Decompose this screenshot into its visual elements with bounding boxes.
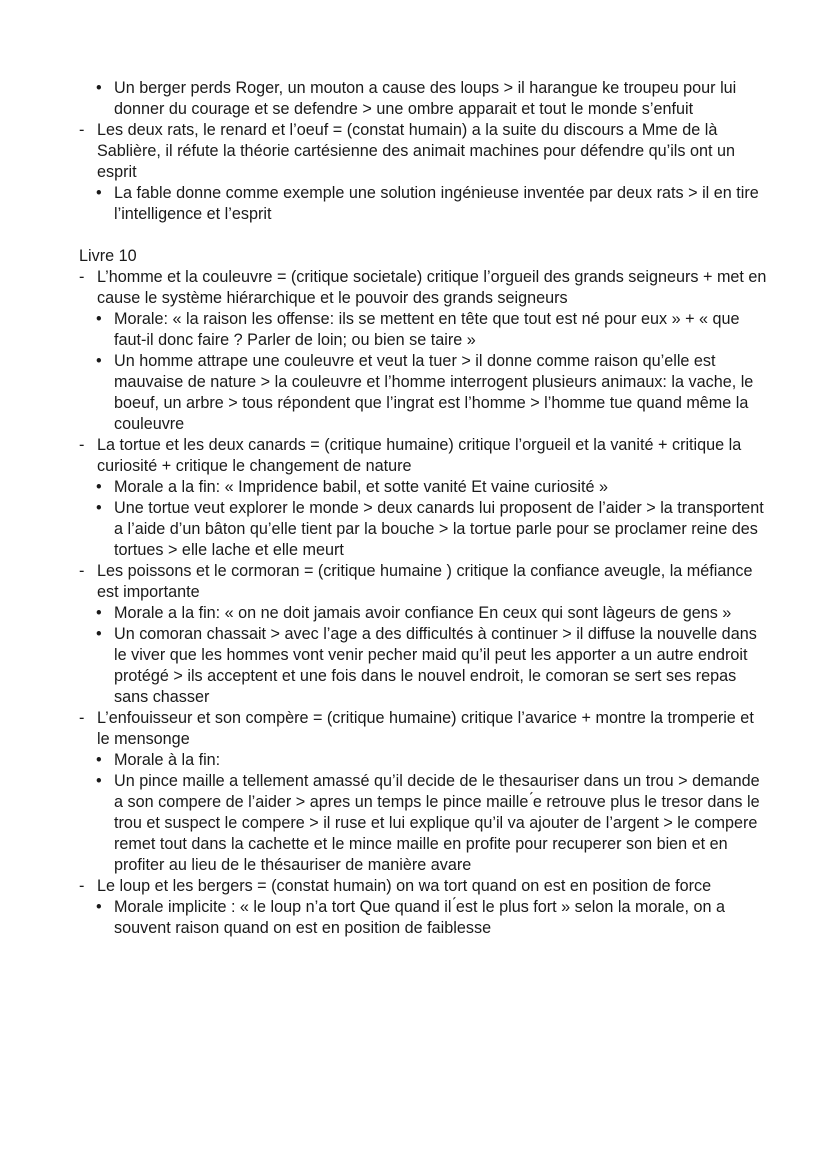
bullet-marker: • (96, 499, 102, 517)
note-text: Morale a la fin: « Impridence babil, et sotte vanité Et vaine curiosité » (114, 478, 608, 496)
fable-entry (79, 708, 768, 750)
fable-entry (79, 876, 768, 897)
dash-marker: - (79, 436, 85, 454)
bullet-marker: • (96, 478, 102, 496)
fable-detail (79, 351, 768, 435)
dash-marker: - (79, 121, 85, 139)
bullet-marker: • (96, 79, 102, 97)
bullet-marker: • (96, 625, 102, 643)
note-text: Un homme attrape une couleuvre et veut la tuer > il donne comme raison qu’elle est mauvaise de nature > la couleuvre et l’homme interrogent plusieurs animaux: la vache, le boeuf, un arbre > tous répondent que l’ingrat est l’homme > l’homme tue quand même la couleuvre (114, 352, 754, 433)
fable-detail (79, 603, 768, 624)
note-text: Les poissons et le cormoran = (critique humaine ) critique la confiance aveugle, la méfiance est importante (97, 562, 753, 601)
bullet-marker: • (96, 310, 102, 328)
note-text: Morale: « la raison les offense: ils se mettent en tête que tout est né pour eux » + « que faut-il donc faire ? Parler de loin; ou bien se taire » (114, 310, 740, 349)
fable-detail (79, 183, 768, 225)
bullet-marker: • (96, 751, 102, 769)
note-text: L’homme et la couleuvre = (critique societale) critique l’orgueil des grands seigneurs + met en cause le système hiérarchique et le pouvoir des grands seigneurs (97, 268, 767, 307)
fable-detail (79, 624, 768, 708)
bullet-marker: • (96, 898, 102, 916)
note-text: La tortue et les deux canards = (critique humaine) critique l’orgueil et la vanité + critique la curiosité + critique le changement de nature (97, 436, 742, 475)
bullet-marker: • (96, 772, 102, 790)
note-text: Morale a la fin: « on ne doit jamais avoir confiance En ceux qui sont làgeurs de gens » (114, 604, 732, 622)
fable-detail (79, 477, 768, 498)
fable-entry (79, 435, 768, 477)
dash-marker: - (79, 877, 85, 895)
notes-content (79, 78, 768, 939)
bullet-marker: • (96, 352, 102, 370)
note-text: La fable donne comme exemple une solution ingénieuse inventée par deux rats > il en tire l’intelligence et l’esprit (114, 184, 759, 223)
fable-detail (79, 498, 768, 561)
note-text: L’enfouisseur et son compère = (critique humaine) critique l’avarice + montre la tromperie et le mensonge (97, 709, 754, 748)
bullet-marker: • (96, 604, 102, 622)
section-heading (79, 246, 768, 267)
note-text: Livre 10 (79, 247, 137, 265)
note-text: Un comoran chassait > avec l’age a des difficultés à continuer > il diffuse la nouvelle dans le viver que les hommes vont venir pecher maid qu’il peut les apporter a un autre endroit protégé > ils acceptent et une fois dans le nouvel endroit, le comoran se sert ses repas sans chasser (114, 625, 757, 706)
fable-entry (79, 120, 768, 183)
fable-entry (79, 561, 768, 603)
dash-marker: - (79, 562, 85, 580)
note-text: Morale implicite : « le loup n’a tort Que quand il ́est le plus fort » selon la morale, on a souvent raison quand on est en position de faiblesse (114, 898, 725, 937)
fable-detail (79, 309, 768, 351)
fable-entry (79, 267, 768, 309)
fable-detail (79, 78, 768, 120)
note-text: Le loup et les bergers = (constat humain) on wa tort quand on est en position de force (97, 877, 712, 895)
dash-marker: - (79, 709, 85, 727)
fable-detail (79, 750, 768, 771)
bullet-marker: • (96, 184, 102, 202)
note-text: Un berger perds Roger, un mouton a cause des loups > il harangue ke troupeu pour lui donner du courage et se defendre > une ombre apparait et tout le monde s’enfuit (114, 79, 737, 118)
note-text: Une tortue veut explorer le monde > deux canards lui proposent de l’aider > la transportent a l’aide d’un bâton qu’elle tient par la bouche > la tortue parle pour se proclamer reine des tortues > elle lache et elle meurt (114, 499, 764, 559)
note-text: Morale à la fin: (114, 751, 221, 769)
fable-detail (79, 897, 768, 939)
dash-marker: - (79, 268, 85, 286)
fable-detail (79, 771, 768, 876)
note-text: Un pince maille a tellement amassé qu’il decide de le thesauriser dans un trou > demande a son compere de l’aider > apres un temps le pince maille ́e retrouve plus le tresor dans le trou et suspect le compere > il ruse et lui explique qu’il va ajouter de l’argent > le compere remet tout dans la cachette et le mince maille en profite pour recuperer son bien et en profiter au lieu de le thésauriser de manière avare (114, 772, 760, 874)
note-text: Les deux rats, le renard et l’oeuf = (constat humain) a la suite du discours a Mme de là Sablière, il réfute la théorie cartésienne des animait machines pour défendre qu’ils ont un esprit (97, 121, 735, 181)
